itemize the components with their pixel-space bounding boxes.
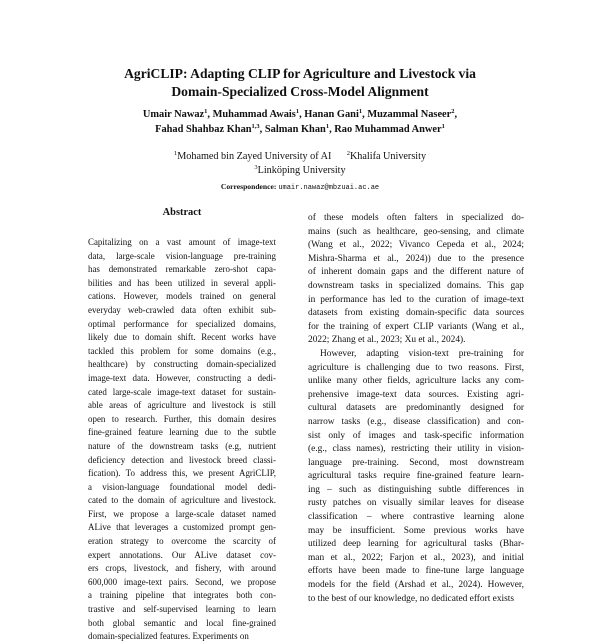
text-line: downstream tasks in specialized domains. This gap [308, 280, 524, 291]
author-affiliation-mark: 1 [441, 123, 445, 130]
text-line: cations. However, models trained on general [88, 291, 276, 302]
affiliation-number: 1 [173, 150, 178, 157]
text-line: eration strategy to overcome the scarcity of [88, 536, 276, 547]
affiliation-name: Mohamed bin Zayed University of AI [177, 151, 332, 162]
text-line: likely due to domain shift. Recent works have [88, 332, 276, 343]
text-line: agriculture is challenging due to two reasons. First, [308, 362, 524, 373]
text-line: nature of the downstream tasks (e.g, nutrient [88, 440, 276, 451]
abstract-text [88, 236, 276, 644]
text-line: bilities and has been utilized in several appli- [88, 277, 276, 288]
body-text-column [308, 212, 524, 606]
text-line: narrow tasks (e.g., disease classification) and con- [308, 416, 524, 427]
author-affiliation-mark: 1 [358, 108, 363, 115]
text-line: expert annotations. Our ALive dataset cov- [88, 549, 276, 560]
author-affiliation-mark: 1 [204, 108, 208, 115]
author-name: Rao Muhammad Anwer [334, 124, 442, 135]
text-line: of inherent domain gaps and the different nature of [308, 267, 524, 278]
text-line: fine-grained feature learning due to the subtle [88, 427, 276, 438]
text-line: deficiency detection and livestock breed classi- [88, 454, 276, 465]
correspondence-label: Correspondence: [220, 182, 277, 191]
author-name: Hanan Gani [304, 109, 359, 120]
author-name: Fahad Shahbaz Khan [155, 124, 252, 135]
author-affiliation-mark: 1 [325, 123, 330, 130]
author-list-line-1: Umair Nawaz$^1$, Muhammad Awais$^1$, Hanan Gani$^1$, Muzammal Naseer$^2$, [142, 108, 458, 120]
correspondence-email: umair.nawaz@mbzuai.ac.ae [278, 184, 380, 192]
text-line: cated to the domain of agriculture and livestock. [88, 495, 276, 506]
paper-title-line-1: AgriCLIP: Adapting CLIP for Agriculture and Livestock via [124, 66, 476, 81]
text-line: ing – such as distinguishing subtle differences in [308, 484, 524, 495]
text-line: 2022; Zhang et al., 2023; Xu et al., 2024). [308, 335, 466, 346]
author-affiliation-mark: 2 [451, 108, 455, 115]
paper-title-line-2: Domain-Specialized Cross-Model Alignment [171, 84, 429, 99]
text-line: classification – where contrastive learning alone [308, 512, 524, 523]
text-line: efforts have been made to fine-tune large language [308, 566, 524, 577]
text-line: tackled this problem for some domains (e.g., [88, 345, 276, 356]
text-line: data, large-scale vision-language pre-training [88, 250, 276, 261]
text-line: (Wang et al., 2022; Vivanco Cepeda et al., 2024; [308, 240, 524, 251]
affiliations-line-2 [0, 163, 600, 178]
text-line: trastive and self-supervised learning to learn [88, 604, 276, 615]
author-name: Muhammad Awais [212, 109, 296, 120]
text-line: everyday web-crawled data often exhibit sub- [88, 304, 276, 315]
text-line: ers crops, livestock, and fishery, with around [88, 563, 276, 574]
affiliation-name: Linköping University [257, 165, 346, 176]
text-line: healthcare) by constructing domain-specialized [88, 359, 276, 370]
text-line: mains (such as healthcare, geo-sensing, and climate [308, 226, 524, 237]
text-line: rusty patches on visually similar leaves for disease [308, 498, 524, 509]
text-line: for the training of expert CLIP variants (Wang et al., [308, 321, 524, 332]
text-line: in performance has led to the curation of image-text [308, 294, 524, 305]
text-line: agricultural tasks require fine-grained feature learn- [308, 471, 524, 482]
text-line: cated large-scale image-text dataset for sustain- [88, 386, 276, 397]
text-line: (e.g., class names), restricting their utility in vision- [308, 444, 524, 455]
text-line: open to research. Further, this domain desires [88, 413, 276, 424]
text-line: both global semantic and local fine-grained [88, 617, 276, 628]
affiliation-number: 3 [254, 164, 258, 171]
text-line: optimal performance for specialized domains, [88, 318, 276, 329]
affiliation-name: Khalifa University [349, 151, 427, 162]
text-line: a training pipeline that integrates both con- [88, 590, 276, 601]
affiliation-number: 2 [346, 150, 350, 157]
affiliations-line-1 [0, 149, 600, 164]
text-line: unlike many other fields, agriculture lacks any com- [308, 376, 524, 387]
text-line: sist only of images and task-specific information [308, 430, 524, 441]
text-line: cultural datasets are predominantly designed for [308, 403, 524, 414]
text-line: to the best of our knowledge, no dedicated effort exists [308, 593, 515, 604]
text-line: may be insufficient. Some previous works have [308, 525, 524, 536]
text-line: ALive that leverages a customized prompt gen- [88, 522, 276, 533]
author-name: Umair Nawaz [142, 109, 205, 120]
text-line: able areas of agriculture and livestock is still [88, 400, 276, 411]
text-line: Capitalizing on a vast amount of image-text [88, 237, 276, 247]
text-line: prehensive image-text data sources. Existing agri- [308, 389, 524, 400]
text-line: a vision-language foundational model dedi- [88, 481, 276, 492]
correspondence-line [0, 181, 600, 194]
text-line: However, adapting vision-text pre-training for [320, 348, 524, 359]
text-line: utilized deep learning for agricultural tasks (Bhar- [308, 539, 524, 550]
text-line: 600,000 image-text pairs. Second, we propose [88, 576, 276, 587]
text-line: models for the field (Arshad et al., 2024). However, [308, 580, 524, 591]
text-line: language pre-training. Second, most downstream [308, 457, 524, 468]
abstract-heading: Abstract [162, 207, 202, 218]
author-affiliation-mark: 1 [295, 108, 300, 115]
text-line: fication). To address this, we present AgriCLIP, [88, 468, 276, 479]
author-name: Salman Khan [264, 124, 326, 135]
text-line: image-text data. However, constructing a dedi- [88, 372, 276, 383]
text-line: Mishra-Sharma et al., 2024)) due to the presence [308, 253, 524, 264]
author-name: Muzammal Naseer [367, 109, 452, 120]
text-line: domain-specialized features. Experiments on [88, 631, 249, 642]
text-line: datasets from existing domain-specific data sources [308, 308, 524, 319]
text-line: First, we propose a large-scale dataset named [88, 508, 276, 519]
text-line: has demonstrated remarkable zero-shot capa- [88, 264, 276, 275]
text-line: of these models often falters in specialized do- [308, 213, 524, 223]
author-list-line-2: Fahad Shahbaz Khan$^{1,3}$, Salman Khan$^1$, Rao Muhammad Anwer$^1$ [155, 123, 445, 135]
author-affiliation-mark: 1,3 [251, 123, 260, 130]
text-line: man et al., 2022; Farjon et al., 2023), and initial [308, 552, 524, 563]
